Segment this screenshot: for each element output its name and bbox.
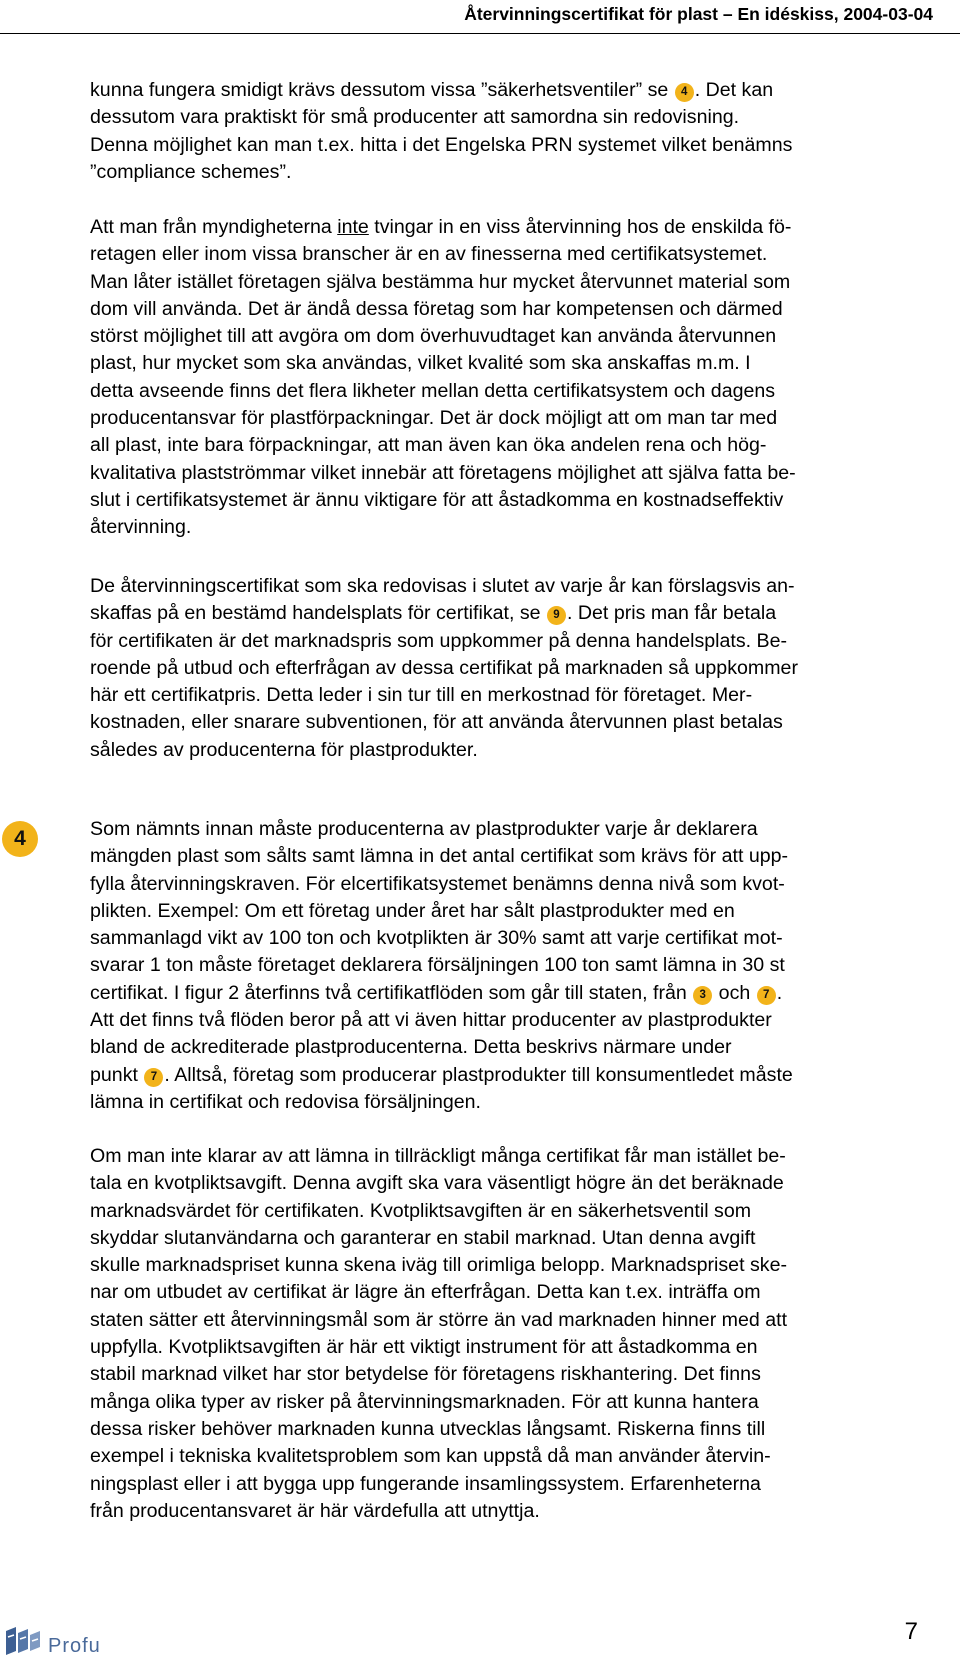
text-line: återvinning. (90, 516, 192, 539)
text-line: sammanlagd vikt av 100 ton och kvotplikten är 30% samt att varje certifikat mot- (90, 927, 783, 950)
text-segment: . Det pris man får betala (567, 602, 777, 625)
text-line: Man låter istället företagen själva bestämma hur mycket återvunnet material som (90, 270, 791, 293)
text-line: dessa risker behöver marknaden kunna utvecklas långsamt. Riskerna finns till (90, 1417, 766, 1440)
text-line: många olika typer av risker på återvinningsmarknaden. För att kunna hantera (90, 1390, 759, 1413)
text-line: staten sätter ett återvinningsmål som är större än vad marknaden hinner med att (90, 1308, 788, 1331)
logo-mark-icon (2, 1623, 46, 1659)
text-line: marknadsvärdet för certifikaten. Kvotpliktsavgiften är en säkerhetsventil som (90, 1199, 752, 1222)
text-line: således av producenterna för plastprodukter. (90, 738, 478, 761)
text-line: Att det finns två flöden beror på att vi även hittar producenter av plastprodukter (90, 1009, 772, 1032)
text-line: dessutom vara praktiskt för små producenter att samordna sin redovisning. (90, 106, 740, 129)
reference-marker-3[interactable]: 3 (693, 986, 712, 1005)
text-line: plast, hur mycket som ska användas, vilket kvalité som ska anskaffas m.m. I (90, 352, 751, 375)
text-line: exempel i tekniska kvalitetsproblem som kan uppstå då man använder återvin- (90, 1445, 771, 1468)
profu-logo (2, 1623, 112, 1659)
reference-marker-7[interactable]: 7 (144, 1068, 163, 1087)
logo-text: Profu (48, 1635, 101, 1657)
text-segment: Att man från myndigheterna (90, 216, 338, 238)
text-line: Denna möjlighet kan man t.ex. hitta i det Engelska PRN systemet vilket benämns (90, 133, 793, 156)
text-line: skyddar slutanvändarna och garanterar en stabil marknad. Utan denna avgift (90, 1226, 756, 1249)
text-line: här ett certifikatpris. Detta leder i sin tur till en merkostnad för företaget. Mer- (90, 684, 753, 707)
text-line: stabil marknad vilket har stor betydelse för företagens riskhantering. Det finns (90, 1363, 761, 1386)
text-line: mängden plast som sålts samt lämna in det antal certifikat som krävs för att upp- (90, 845, 789, 868)
paragraph-1 (90, 77, 952, 186)
text-segment: tvingar in en viss återvinning hos de enskilda fö- (368, 216, 792, 238)
text-line: fylla återvinningskraven. För elcertifikatsystemet benämns denna nivå som kvot- (90, 872, 785, 895)
text-line: kostnaden, eller snarare subventionen, för att använda återvunnen plast betalas (90, 711, 783, 734)
text-line: lämna in certifikat och redovisa försäljningen. (90, 1090, 481, 1113)
text-line: svarar 1 ton måste företaget deklarera försäljningen 100 ton samt lämna in 30 st (90, 954, 785, 977)
text-line: kvalitativa plastströmmar vilket innebär att företagens möjlighet att själva fatta be- (90, 461, 796, 484)
text-line: kunna fungera smidigt krävs dessutom vissa ”säkerhetsventiler” se (90, 79, 669, 101)
text-line: bland de ackrediterade plastproducenterna. Detta beskrivs närmare under (90, 1036, 732, 1059)
text-segment: skaffas på en bestämd handelsplats för certifikat, se (90, 602, 541, 625)
text-line: skulle marknadspriset kunna skena iväg till orimliga belopp. Marknadspriset ske- (90, 1254, 787, 1277)
page-number: 7 (904, 1618, 918, 1645)
text-line: för certifikaten är det marknadspris som uppkommer på denna handelsplats. Be- (90, 629, 788, 652)
text-line: Om man inte klarar av att lämna in tillräckligt många certifikat får man istället be- (90, 1145, 786, 1167)
text-segment: certifikat. I figur 2 återfinns två certifikatflöden som går till staten, från (90, 981, 687, 1004)
underlined-word: inte (337, 216, 369, 238)
text-line: från producentansvaret är här värdefulla att utnyttja. (90, 1499, 540, 1522)
reference-marker-9[interactable]: 9 (547, 606, 566, 625)
text-segment: och (713, 981, 751, 1004)
paragraph-5 (90, 1143, 952, 1525)
text-line: nar om utbudet av certifikat är lägre än efterfrågan. Detta kan t.ex. inträffa om (90, 1281, 761, 1304)
text-line: Som nämnts innan måste producenterna av plastprodukter varje år deklarera (90, 818, 758, 840)
text-segment: . (776, 981, 783, 1004)
reference-marker-7[interactable]: 7 (757, 986, 776, 1005)
text-line: all plast, inte bara förpackningar, att man även kan öka andelen rena och hög- (90, 434, 767, 457)
text-line: störst möjlighet till att avgöra om dom överhuvudtaget kan använda återvunnen (90, 325, 777, 348)
header-rule (0, 33, 960, 34)
paragraph-2 (90, 214, 952, 542)
paragraph-4 (90, 816, 952, 1116)
text-segment: . Alltså, företag som producerar plastprodukter till konsumentledet måste (164, 1063, 793, 1086)
text-line: De återvinningscertifikat som ska redovisas i slutet av varje år kan förslagsvis an- (90, 575, 795, 597)
text-line: . Det kan (694, 79, 774, 101)
text-line: slut i certifikatsystemet är ännu viktigare för att åstadkomma en kostnadseffektiv (90, 488, 784, 511)
section-marker-4: 4 (2, 821, 38, 857)
text-line: detta avseende finns det flera likheter mellan detta certifikatsystem och dagens (90, 379, 776, 402)
text-line: roende på utbud och efterfrågan av dessa certifikat på marknaden så uppkommer (90, 656, 798, 679)
text-segment: punkt (90, 1063, 138, 1086)
text-line: ningsplast eller i att bygga upp fungerande insamlingssystem. Erfarenheterna (90, 1472, 761, 1495)
text-line: uppfylla. Kvotpliktsavgiften är här ett viktigt instrument för att åstadkomma en (90, 1336, 758, 1359)
text-line: tala en kvotpliktsavgift. Denna avgift ska vara väsentligt högre än det beräknade (90, 1172, 784, 1195)
text-line: retagen eller inom vissa branscher är en av finesserna med certifikatsystemet. (90, 243, 768, 266)
running-header: Återvinningscertifikat för plast – En idéskiss, 2004-03-04 (464, 4, 933, 24)
reference-marker-4[interactable]: 4 (675, 83, 694, 102)
text-line: plikten. Exempel: Om ett företag under året har sålt plastprodukter med en (90, 899, 735, 922)
text-line: producentansvar för plastförpackningar. Det är dock möjligt att om man tar med (90, 407, 778, 430)
paragraph-3 (90, 573, 952, 764)
text-line: ”compliance schemes”. (90, 160, 292, 183)
text-line: dom vill använda. Det är ändå dessa företag som har kompetensen och därmed (90, 297, 783, 320)
